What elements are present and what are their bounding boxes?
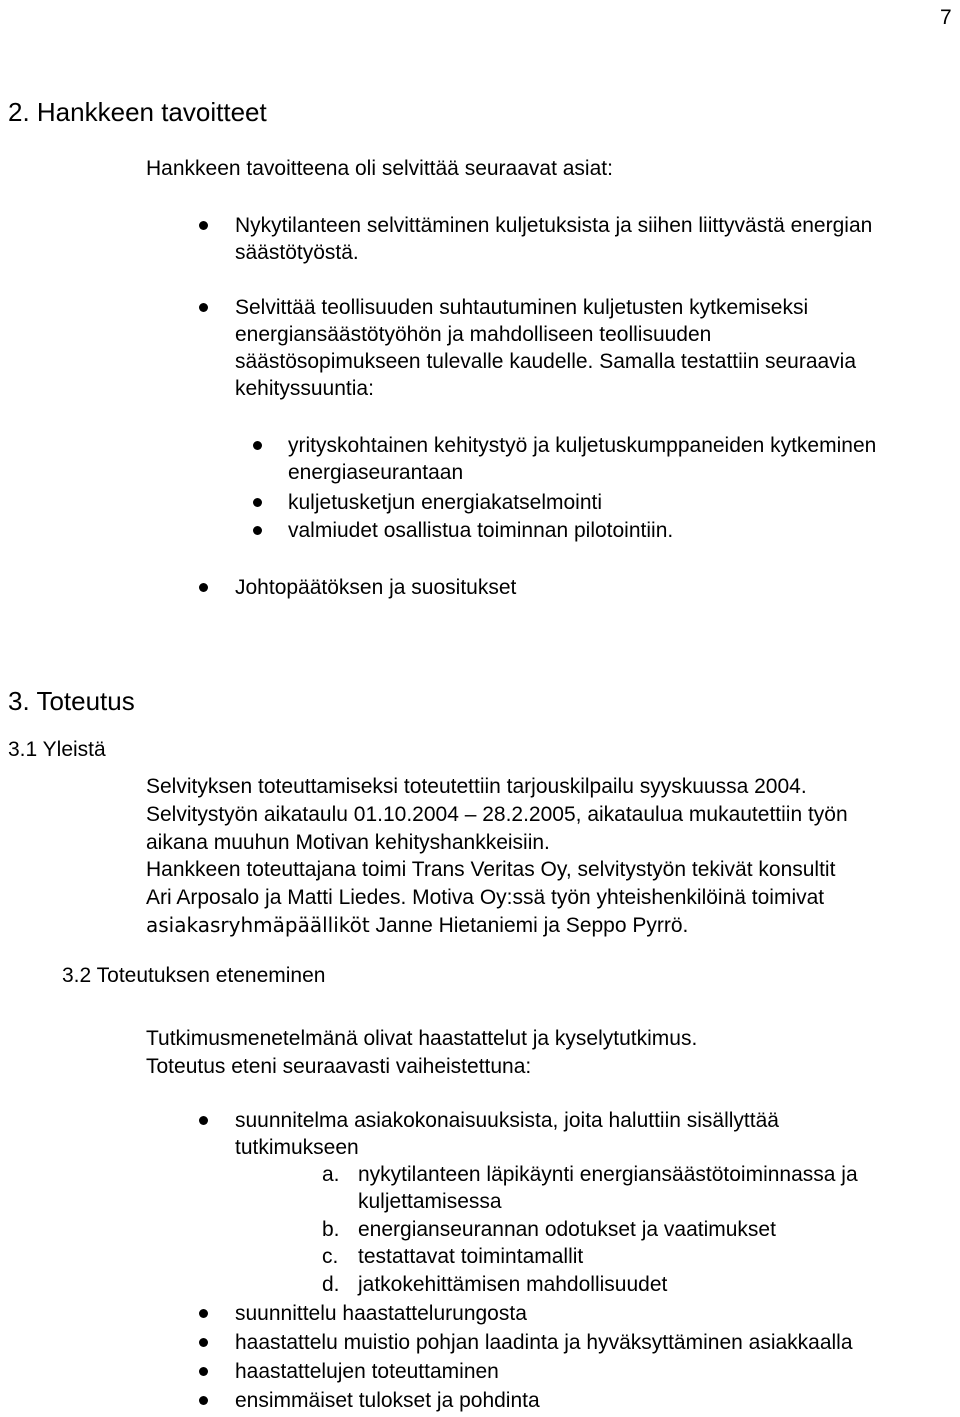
bullet-icon xyxy=(199,1338,208,1347)
intro-text: Hankkeen tavoitteena oli selvittää seuraavat asiat: xyxy=(146,157,613,180)
subsection-heading: 3.2 Toteutuksen eteneminen xyxy=(62,964,326,987)
bullet-icon xyxy=(199,303,208,312)
bullet-text: Selvittää teollisuuden suhtautuminen kuljetusten kytkemiseksi xyxy=(235,296,809,319)
bullet-icon xyxy=(199,1309,208,1318)
bullet-text: Johtopäätöksen ja suositukset xyxy=(235,576,517,599)
paragraph-line xyxy=(146,912,688,939)
bullet-icon xyxy=(253,498,262,507)
bullet-icon xyxy=(199,1396,208,1405)
list-marker: d. xyxy=(322,1273,340,1296)
bullet-icon xyxy=(199,583,208,592)
list-marker: c. xyxy=(322,1245,339,1268)
sub-bullet-text: energiaseurantaan xyxy=(288,461,464,484)
paragraph-line: Toteutus eteni seuraavasti vaiheistettuna: xyxy=(146,1055,532,1078)
section-heading: 2. Hankkeen tavoitteet xyxy=(8,97,267,127)
paragraph-line: Selvitystyön aikataulu 01.10.2004 – 28.2.2005, aikataulua mukautettiin työn xyxy=(146,803,848,826)
phase-text: haastattelujen toteuttaminen xyxy=(235,1360,499,1383)
list-item-text: testattavat toimintamallit xyxy=(358,1245,584,1268)
bullet-text: Nykytilanteen selvittäminen kuljetuksista ja siihen liittyvästä energian xyxy=(235,214,873,237)
phase-text: suunnitelma asiakokonaisuuksista, joita haluttiin sisällyttää xyxy=(235,1109,779,1132)
bullet-icon xyxy=(199,1116,208,1125)
subsection-heading: 3.1 Yleistä xyxy=(8,738,106,761)
bullet-icon xyxy=(199,221,208,230)
paragraph-line: Selvityksen toteuttamiseksi toteutettiin tarjouskilpailu syyskuussa 2004. xyxy=(146,775,807,798)
phase-text: tutkimukseen xyxy=(235,1136,359,1159)
paragraph-line: Ari Arposalo ja Matti Liedes. Motiva Oy:ssä työn yhteishenkilöinä toimivat xyxy=(146,886,825,909)
bullet-icon xyxy=(253,526,262,535)
names-text: Janne Hietaniemi ja Seppo Pyrrö. xyxy=(369,914,689,937)
list-item-text: nykytilanteen läpikäynti energiansäästötoiminnassa ja xyxy=(358,1163,858,1186)
phase-text: haastattelu muistio pohjan laadinta ja hyväksyttäminen asiakkaalla xyxy=(235,1331,853,1354)
list-item-text: jatkokehittämisen mahdollisuudet xyxy=(358,1273,668,1296)
list-item-text: energianseurannan odotukset ja vaatimukset xyxy=(358,1218,776,1241)
section-heading: 3. Toteutus xyxy=(8,686,135,716)
phase-text: ensimmäiset tulokset ja pohdinta xyxy=(235,1389,540,1412)
page-number: 7 xyxy=(940,6,952,29)
paragraph-line: Hankkeen toteuttajana toimi Trans Veritas Oy, selvitystyön tekivät konsultit xyxy=(146,858,836,881)
bullet-text: säästötyöstä. xyxy=(235,241,359,264)
bullet-text: säästösopimukseen tulevalle kaudelle. Samalla testattiin seuraavia xyxy=(235,350,857,373)
bullet-icon xyxy=(253,441,262,450)
paragraph-line: Tutkimusmenetelmänä olivat haastattelut ja kyselytutkimus. xyxy=(146,1027,698,1050)
sub-bullet-text: yrityskohtainen kehitystyö ja kuljetuskumppaneiden kytkeminen xyxy=(288,434,877,457)
bullet-icon xyxy=(199,1367,208,1376)
bullet-text: energiansäästötyöhön ja mahdolliseen teollisuuden xyxy=(235,323,712,346)
paragraph-line: aikana muuhun Motivan kehityshankkeisiin. xyxy=(146,831,550,854)
list-marker: a. xyxy=(322,1163,340,1186)
phase-text: suunnittelu haastattelurungosta xyxy=(235,1302,527,1325)
job-title-text: asiakasryhmäpäälliköt xyxy=(146,913,370,937)
sub-bullet-text: kuljetusketjun energiakatselmointi xyxy=(288,491,603,514)
sub-bullet-text: valmiudet osallistua toiminnan pilotointiin. xyxy=(288,519,674,542)
list-item-text: kuljettamisessa xyxy=(358,1190,502,1213)
list-marker: b. xyxy=(322,1218,340,1241)
bullet-text: kehityssuuntia: xyxy=(235,377,374,400)
